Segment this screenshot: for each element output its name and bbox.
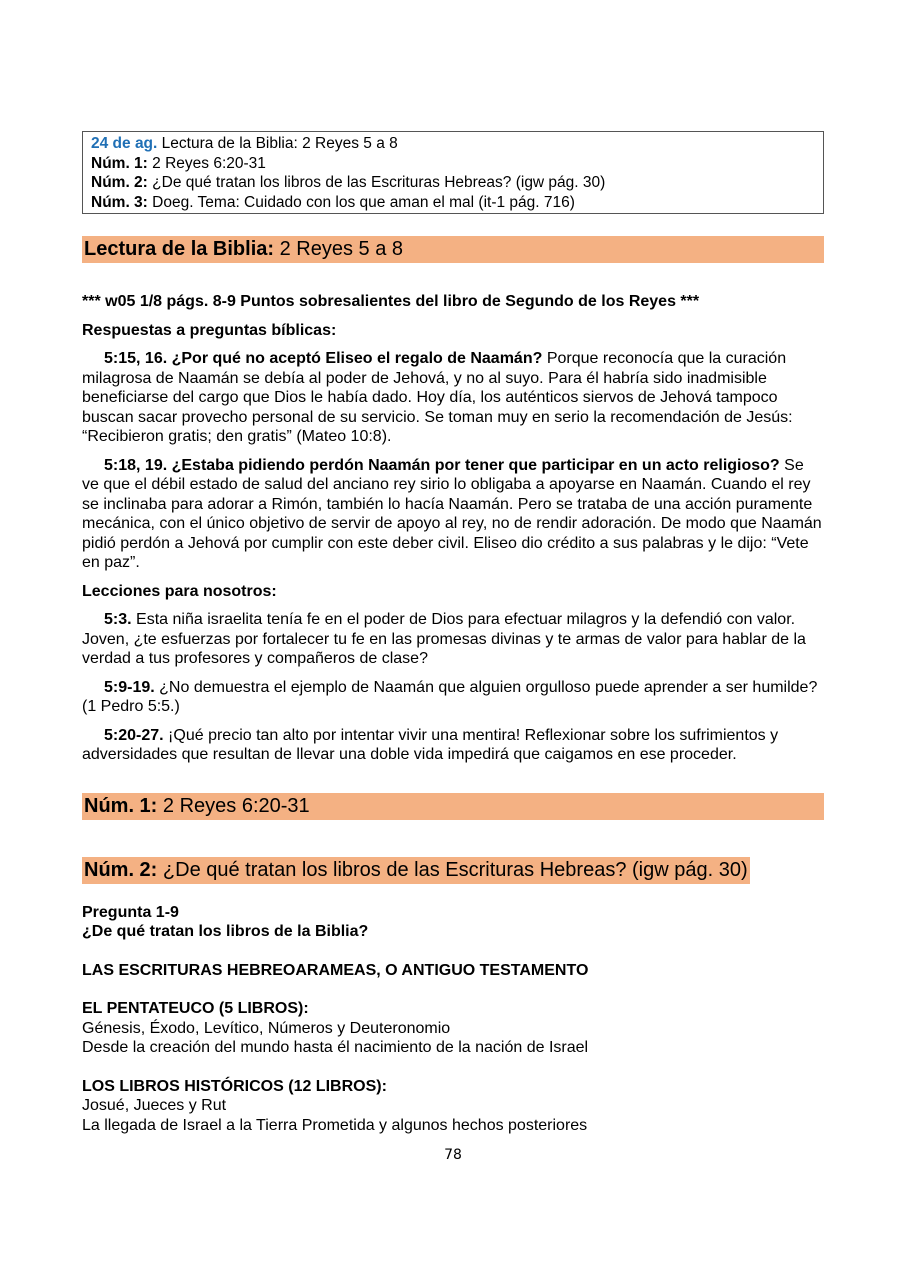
reading-heading-label: Lectura de la Biblia: [84,238,275,260]
schedule-line-reading [91,134,815,154]
historical-description: La llegada de Israel a la Tierra Prometida y algunos hechos posteriores [82,1116,588,1134]
reading-heading [82,236,824,263]
q1-ref: 5:15, 16. [104,350,168,367]
q1-question: ¿Por qué no aceptó Eliseo el regalo de Naamán? [171,350,543,367]
lesson-paragraph-2 [82,678,824,717]
source-line: *** w05 1/8 págs. 8-9 Puntos sobresalientes del libro de Segundo de los Reyes *** [82,293,700,310]
schedule-line-n3 [91,193,815,213]
num1-label: Núm. 1: [84,794,158,817]
historical-heading: LOS LIBROS HISTÓRICOS (12 LIBROS): [82,1077,387,1095]
lesson-paragraph-3 [82,726,824,765]
schedule-n3-label: Núm. 3: [91,193,148,211]
schedule-date: 24 de ag. [91,135,158,152]
question-title: ¿De qué tratan los libros de la Biblia? [82,923,369,940]
num1-text: 2 Reyes 6:20-31 [162,794,310,817]
num1-heading [82,793,824,820]
pentateuch-books: Génesis, Éxodo, Levítico, Números y Deuteronomio [82,1019,451,1037]
reading-heading-text: 2 Reyes 5 a 8 [279,238,404,260]
pentateuch-heading: EL PENTATEUCO (5 LIBROS): [82,1000,309,1017]
question-number: Pregunta 1-9 [82,903,179,921]
schedule-line-n1 [91,154,815,174]
schedule-line-n2 [91,173,815,193]
l1-ref: 5:3. [104,611,132,628]
q1-answer: Porque reconocía que la curación milagrosa de Naamán se debía al poder de Jehová, y no al suyo. Para él habría sido inadmisible beneficiarse del cargo que Dios le había dado. Hoy día, los auténticos siervos de Jehová tampoco buscan sacar provecho personal de su servicio. Se toman muy en serio la recomendación de Jesús: “Recibieron gratis; den gratis” (Mateo 10:8). [82,350,793,445]
l3-ref: 5:20-27. [104,726,164,744]
schedule-n1-label: Núm. 1: [91,154,148,172]
num2-label: Núm. 2: [84,858,158,881]
lesson-paragraph-1 [82,610,824,669]
page-number: 78 [444,1147,462,1163]
l2-ref: 5:9-19. [104,678,155,696]
schedule-box [82,131,824,214]
answers-heading: Respuestas a preguntas bíblicas: [82,321,337,339]
q2-answer: Se ve que el débil estado de salud del anciano rey sirio lo obligaba a apoyarse en Naamán. Cuando el rey se inclinaba para adorar a Rimón, también lo hacía Naamán. Pero se trataba de una acción puramente mecánica, con el único objetivo de servir de apoyo al rey, no de rendir adoración. De modo que Naamán pidió perdón a Jehová por cumplir con este deber civil. Eliseo dio crédito a sus palabras y le dijo: “Vete en paz”. [82,456,822,571]
num2-heading [82,857,750,884]
l3-text: ¡Qué precio tan alto por intentar vivir una mentira! Reflexionar sobre los sufrimientos y adversidades que resultan de llevar una doble vida impedirá que caigamos en ese proceder. [82,726,779,763]
schedule-n2-text: ¿De qué tratan los libros de las Escrituras Hebreas? (igw pág. 30) [152,174,606,191]
num2-text: ¿De qué tratan los libros de las Escrituras Hebreas? (igw pág. 30) [162,858,748,881]
num2-heading-wrap [82,857,824,884]
schedule-n1-text: 2 Reyes 6:20-31 [152,154,266,172]
schedule-n3-text: Doeg. Tema: Cuidado con los que aman el mal (it-1 pág. 716) [152,193,575,211]
q2-ref: 5:18, 19. [104,456,168,474]
lessons-heading: Lecciones para nosotros: [82,582,277,600]
answer-paragraph-2 [82,456,824,573]
historical-books: Josué, Jueces y Rut [82,1097,227,1114]
schedule-n2-label: Núm. 2: [91,174,148,191]
schedule-reading: Lectura de la Biblia: 2 Reyes 5 a 8 [161,135,398,152]
part-heading: LAS ESCRITURAS HEBREOARAMEAS, O ANTIGUO TESTAMENTO [82,961,589,979]
l1-text: Esta niña israelita tenía fe en el poder de Dios para efectuar milagros y la defendió con valor. Joven, ¿te esfuerzas por fortalecer tu fe en las promesas divinas y te armas de valor para hablar de la verdad a tus profesores y compañeros de clase? [82,611,806,667]
pentateuch-description: Desde la creación del mundo hasta él nacimiento de la nación de Israel [82,1039,589,1056]
answer-paragraph-1 [82,349,824,447]
document-page [82,131,824,1135]
l2-text: ¿No demuestra el ejemplo de Naamán que alguien orgulloso puede aprender a ser humilde? (1 Pedro 5:5.) [82,678,818,715]
q2-question: ¿Estaba pidiendo perdón Naamán por tener que participar en un acto religioso? [171,456,780,474]
